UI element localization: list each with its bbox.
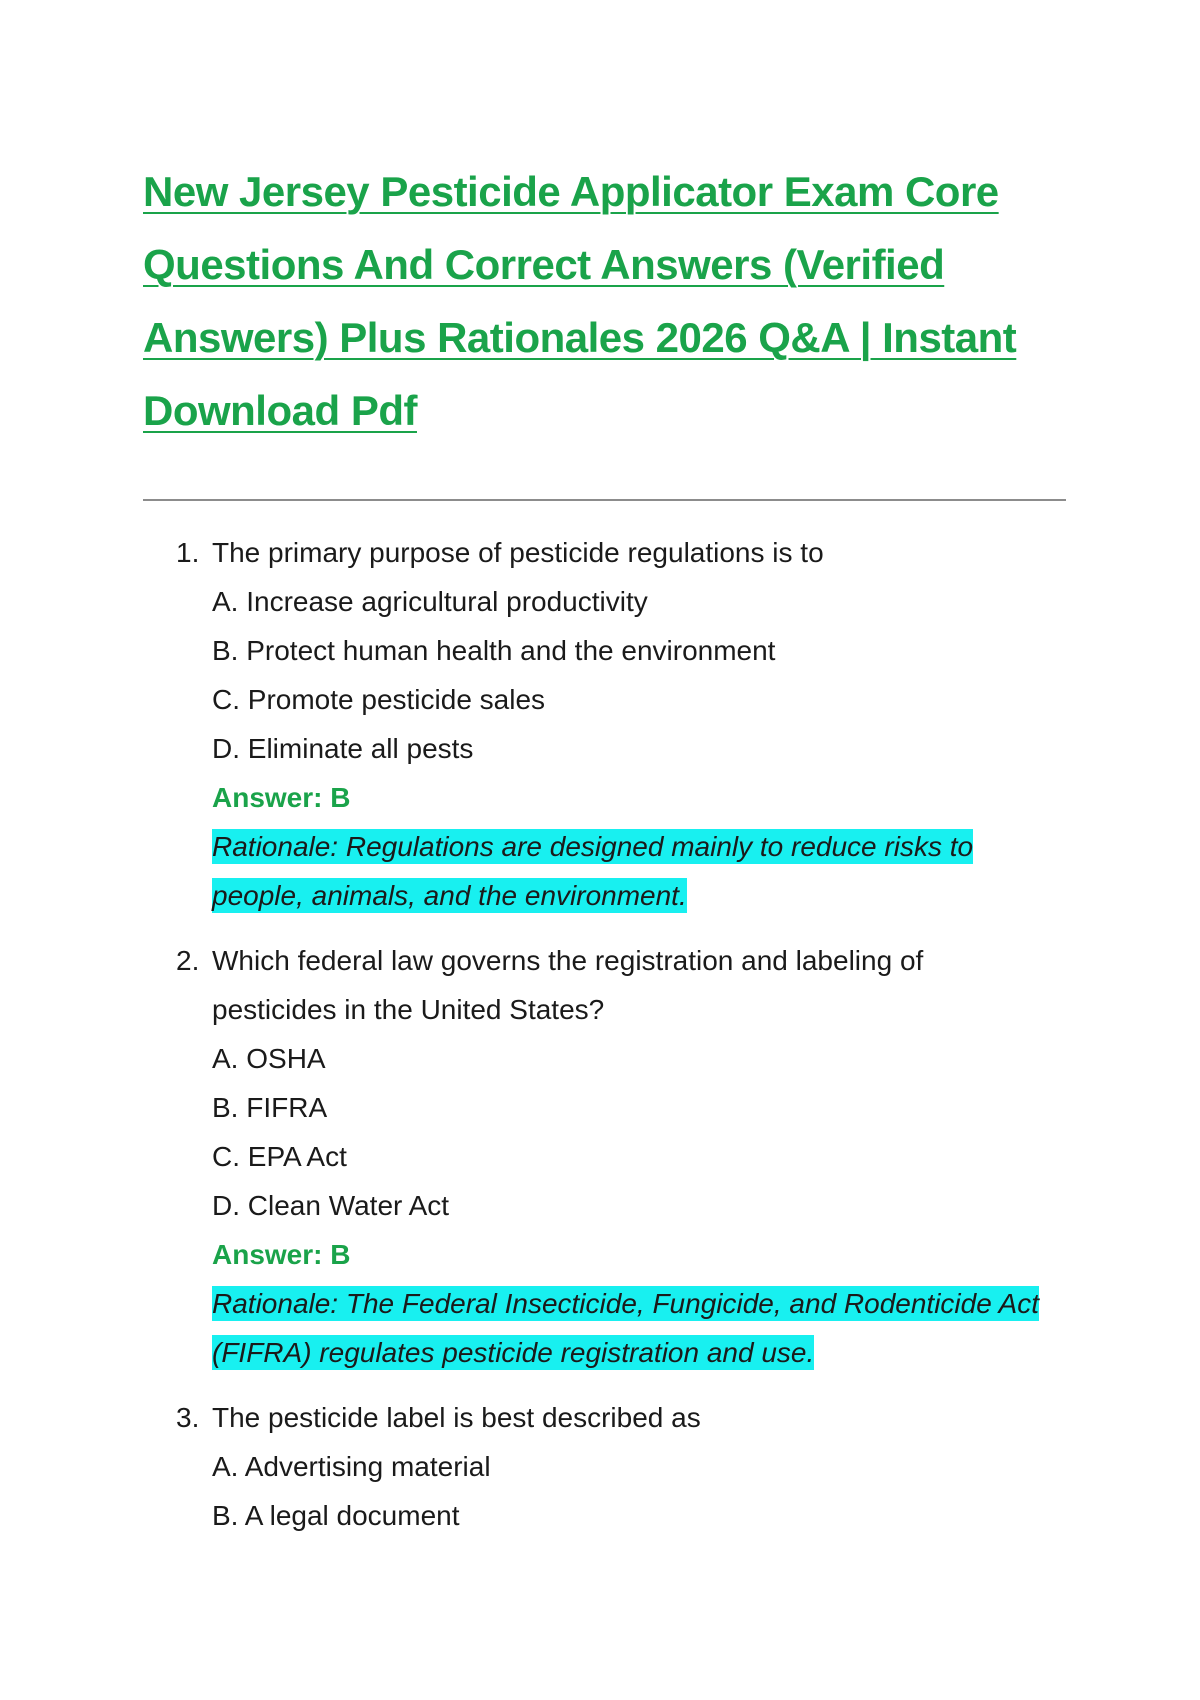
- question-number: 1.: [176, 537, 200, 568]
- question-number: 2.: [176, 945, 200, 976]
- rationale-text: [212, 1279, 1062, 1377]
- document-title-link[interactable]: New Jersey Pesticide Applicator Exam Core Questions And Correct Answers (Verified Answers) Plus Rationales 2026 Q&A | Instant Download Pdf: [143, 168, 1017, 434]
- option-a: A. Increase agricultural productivity: [212, 586, 648, 617]
- question-list: [176, 528, 1056, 1556]
- rationale-highlight: Rationale: Regulations are designed mainly to reduce risks to people, animals, and the environment.: [212, 831, 974, 911]
- rationale-text: [212, 822, 1062, 920]
- option-a: A. Advertising material: [212, 1451, 491, 1482]
- rationale-highlight: Rationale: The Federal Insecticide, Fungicide, and Rodenticide Act (FIFRA) regulates pesticide registration and use.: [212, 1288, 1039, 1368]
- question-item: [176, 1393, 1056, 1540]
- option-b: B. Protect human health and the environment: [212, 635, 776, 666]
- option-b: B. A legal document: [212, 1500, 460, 1531]
- question-text: The pesticide label is best described as: [212, 1402, 701, 1433]
- question-item: [176, 936, 1056, 1377]
- answer-label: Answer: B: [212, 1239, 351, 1270]
- question-number: 3.: [176, 1402, 200, 1433]
- question-text: Which federal law governs the registration and labeling of pesticides in the United States?: [212, 945, 924, 1025]
- title-block: [143, 155, 1063, 447]
- option-d: D. Eliminate all pests: [212, 733, 474, 764]
- option-a: A. OSHA: [212, 1043, 326, 1074]
- question-item: [176, 528, 1056, 920]
- question-text: The primary purpose of pesticide regulations is to: [212, 537, 824, 568]
- option-c: C. EPA Act: [212, 1141, 347, 1172]
- option-b: B. FIFRA: [212, 1092, 328, 1123]
- horizontal-divider: [143, 499, 1066, 501]
- option-d: D. Clean Water Act: [212, 1190, 450, 1221]
- answer-label: Answer: B: [212, 782, 351, 813]
- option-c: C. Promote pesticide sales: [212, 684, 546, 715]
